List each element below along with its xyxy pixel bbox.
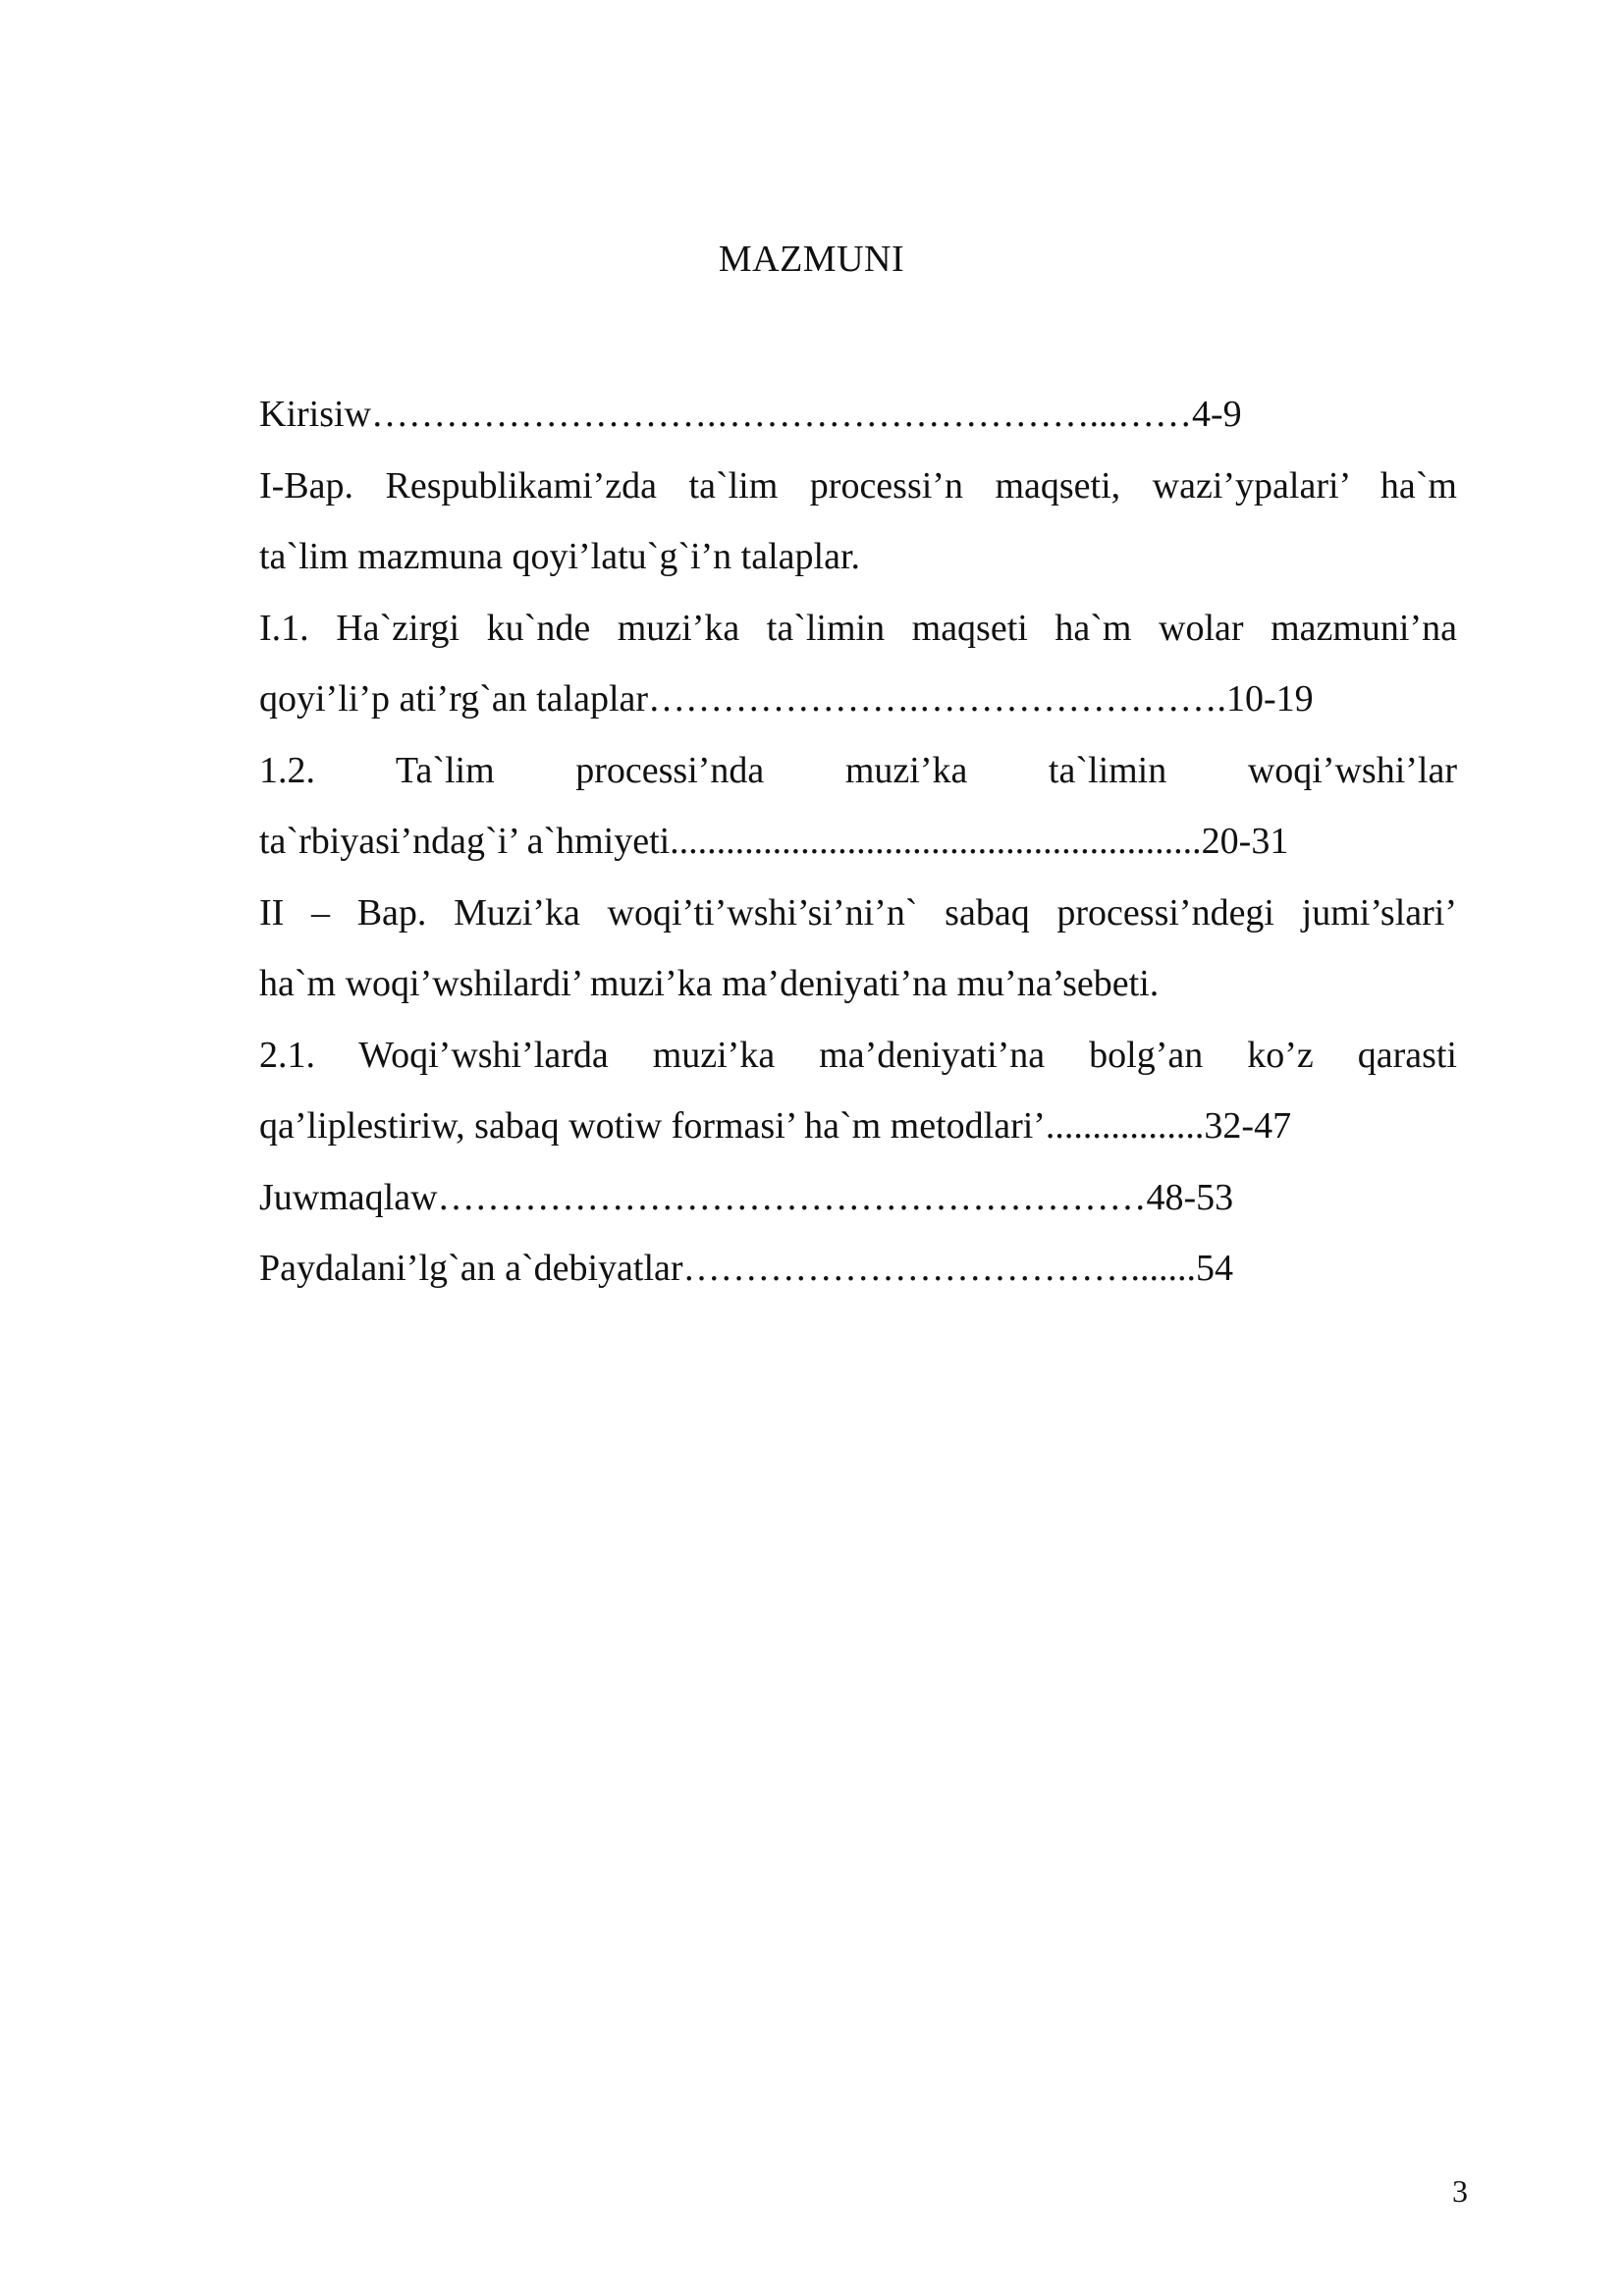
toc-line-section-1-2: 1.2. Ta`lim processi’nda muzi’ka ta`limin woqi’wshi’lar bbox=[259, 749, 1457, 791]
toc-line-section-2-1: 2.1. Woqi’wshi’larda muzi’ka ma’deniyati’na bolg’an ko’z qarasti bbox=[259, 1034, 1457, 1076]
toc-line-chapter-1-title: I-Bap. Respublikami’zda ta`lim processi’n maqseti, wazi’ypalari’ ha`m bbox=[259, 464, 1457, 507]
table-of-contents bbox=[259, 379, 1457, 1305]
toc-line-introduction: Kirisiw……………………….…………………………...……4-9 bbox=[259, 394, 1242, 435]
toc-line-chapter-2-title: II – Bap. Muzi’ka woqi’ti’wshi’si’ni’n` sabaq processi’ndegi jumi’slari’ bbox=[259, 891, 1457, 934]
toc-line-chapter-2-title-cont: ha`m woqi’wshilardi’ muzi’ka ma’deniyati’na mu’na’sebeti. bbox=[259, 963, 1160, 1004]
toc-line-section-1-1: I.1. Ha`zirgi ku`nde muzi’ka ta`limin maqseti ha`m wolar mazmuni’na bbox=[259, 607, 1457, 649]
toc-line-bibliography: Paydalani’lg`an a`debiyatlar……………………………….......54 bbox=[259, 1248, 1234, 1289]
toc-line-section-1-2-cont: ta`rbiyasi’ndag`i’ a`hmiyeti.........................................................20-31 bbox=[259, 821, 1289, 862]
toc-line-conclusion: Juwmaqlaw…………………………………………………48-53 bbox=[259, 1176, 1234, 1218]
page-title: MAZMUNI bbox=[718, 239, 905, 280]
toc-line-section-2-1-cont: qa’liplestiriw, sabaq wotiw formasi’ ha`m metodlari’.................32-47 bbox=[259, 1105, 1292, 1147]
toc-line-section-1-1-cont: qoyi’li’p ati’rg`an talaplar………………….…………………….10-19 bbox=[259, 678, 1314, 720]
page-number: 3 bbox=[1452, 2173, 1468, 2209]
toc-line-chapter-1-title-cont: ta`lim mazmuna qoyi’latu`g`i’n talaplar. bbox=[259, 536, 861, 577]
